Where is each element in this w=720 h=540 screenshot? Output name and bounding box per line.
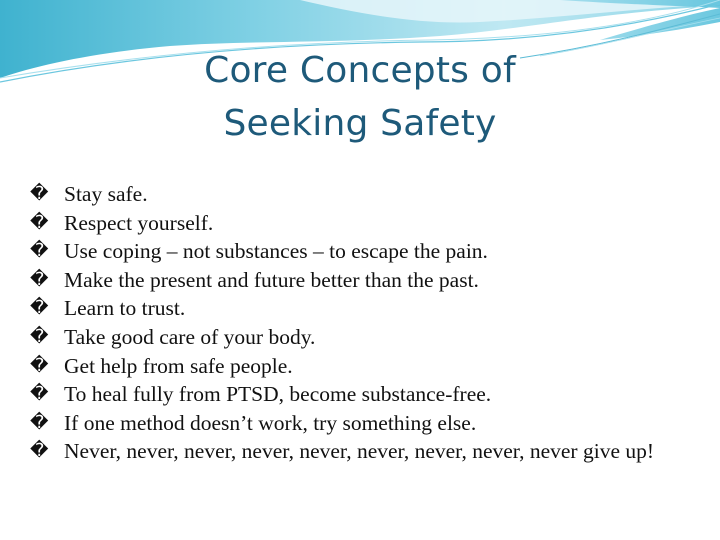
slide-title bbox=[0, 44, 720, 150]
bullet-icon: � bbox=[30, 383, 49, 405]
bullet-text: If one method doesn’t work, try something else. bbox=[64, 410, 477, 435]
bullet-item bbox=[30, 380, 690, 409]
bullet-item bbox=[30, 237, 690, 266]
bullet-text: Never, never, never, never, never, never, never, never, never give up! bbox=[64, 439, 655, 464]
bullet-item bbox=[30, 437, 690, 466]
bullet-item bbox=[30, 409, 690, 438]
bullet-text: To heal fully from PTSD, become substance-free. bbox=[64, 382, 492, 407]
bullet-icon: � bbox=[30, 211, 49, 233]
bullet-text: Respect yourself. bbox=[64, 210, 214, 235]
bullet-list bbox=[30, 180, 690, 466]
bullet-text: Use coping – not substances – to escape the pain. bbox=[64, 239, 488, 264]
bullet-text: Stay safe. bbox=[64, 182, 148, 206]
bullet-text: Take good care of your body. bbox=[64, 324, 316, 349]
slide-title-line-1: Core Concepts of bbox=[204, 50, 516, 91]
slide-title-line-2: Seeking Safety bbox=[223, 103, 497, 144]
bullet-icon: � bbox=[30, 268, 49, 290]
bullet-icon: � bbox=[30, 354, 49, 376]
bullet-text: Get help from safe people. bbox=[64, 353, 293, 378]
bullet-icon: � bbox=[30, 297, 49, 319]
bullet-icon: � bbox=[30, 411, 49, 433]
bullet-item bbox=[30, 352, 690, 381]
bullet-item bbox=[30, 266, 690, 295]
bullet-item bbox=[30, 294, 690, 323]
bullet-item bbox=[30, 209, 690, 238]
bullet-icon: � bbox=[30, 240, 49, 262]
bullet-text: Learn to trust. bbox=[64, 296, 186, 321]
bullet-icon: � bbox=[30, 325, 49, 347]
bullet-text: Make the present and future better than the past. bbox=[64, 267, 479, 292]
bullet-icon: � bbox=[30, 440, 49, 462]
bullet-item bbox=[30, 180, 690, 209]
bullet-item bbox=[30, 323, 690, 352]
bullet-icon: � bbox=[30, 183, 49, 204]
